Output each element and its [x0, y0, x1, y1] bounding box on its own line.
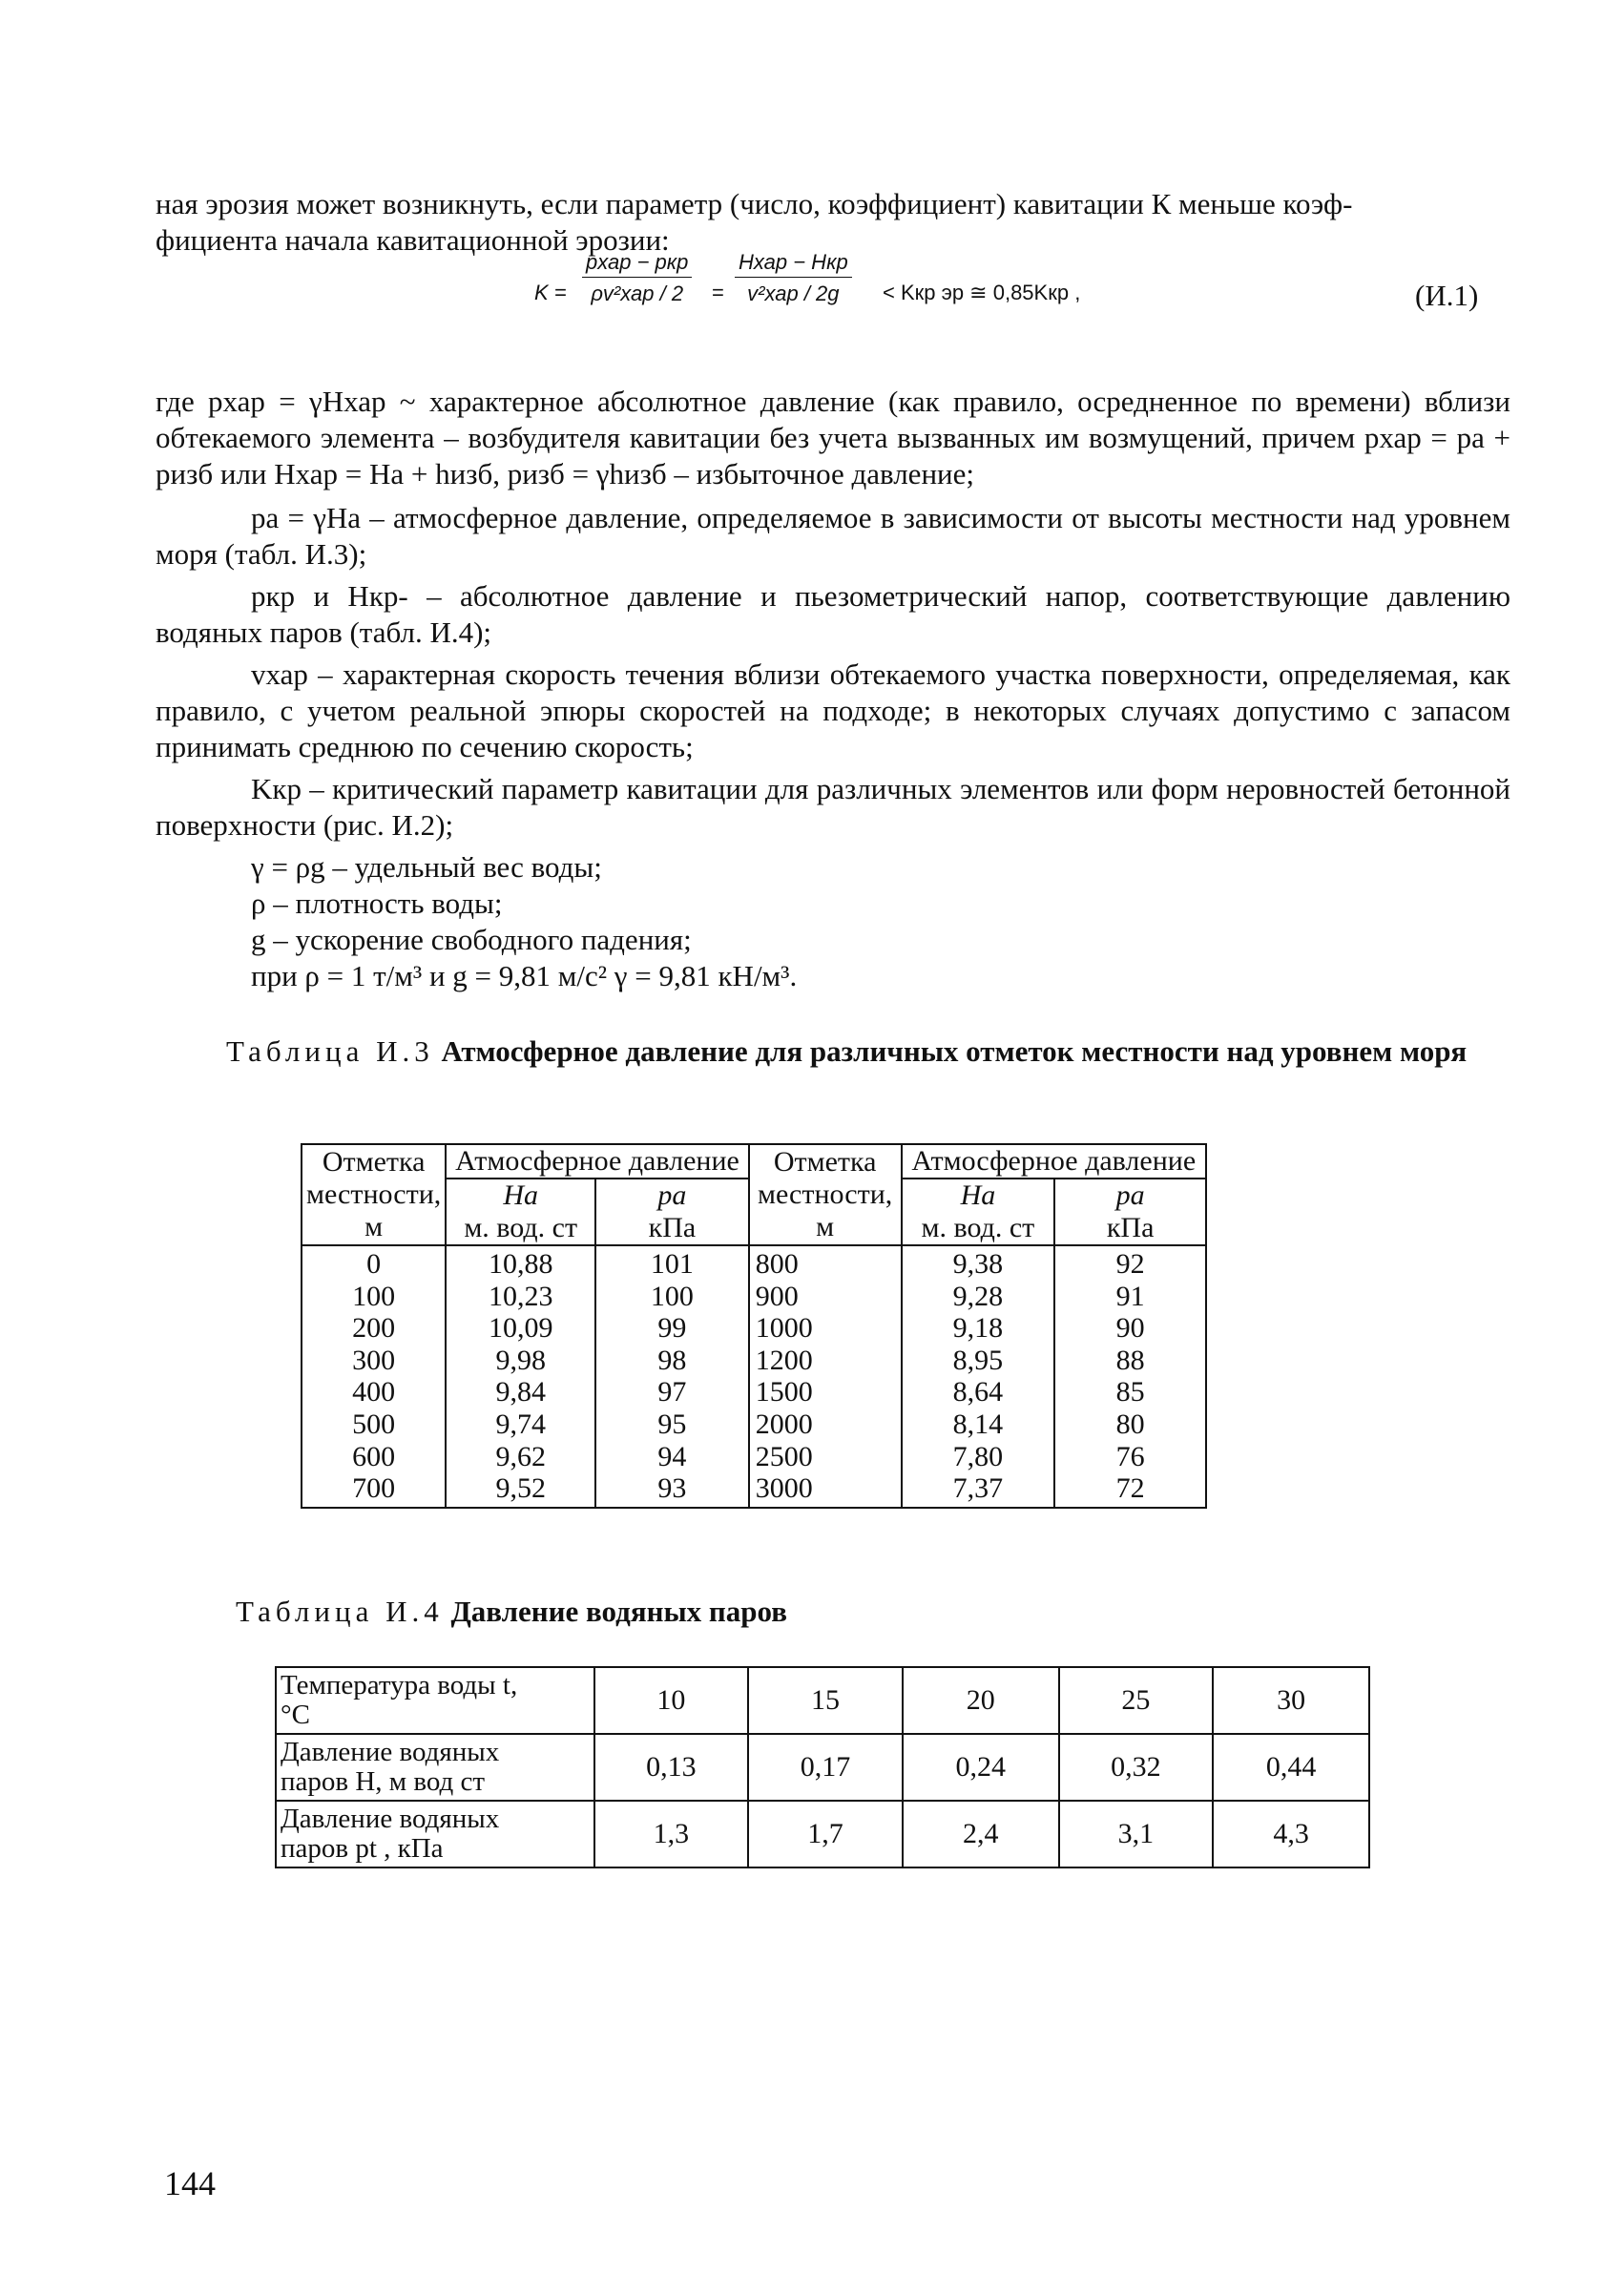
kpa-pressure-unit: паров pt , кПа: [281, 1833, 444, 1864]
fraction-1-numerator: pхар − pкр: [582, 250, 692, 278]
head-cell: 0,32: [1059, 1734, 1214, 1801]
temp-cell: 30: [1213, 1667, 1369, 1734]
table-3-label: Таблица И.3: [226, 1034, 434, 1068]
head-cell: 0,24: [903, 1734, 1059, 1801]
formula-tail: < Kкр эр ≅ 0,85Kкр ,: [883, 281, 1081, 304]
head-pressure-label: Давление водяных: [281, 1737, 500, 1767]
pa-symbol: pа: [1115, 1179, 1145, 1211]
formula-equals: =: [712, 281, 724, 304]
header-atm-left: Атмосферное давление: [446, 1144, 748, 1179]
fraction-2-numerator: Hхар − Hкр: [735, 250, 852, 278]
kpa-cell: 4,3: [1213, 1801, 1369, 1867]
intro-line-1: ная эрозия может возникнуть, если параметр (число, коэффициент) кавитации К меньше коэф-: [156, 187, 1353, 220]
table-3-title: Атмосферное давление для различных отметок местности над уровнем моря: [441, 1034, 1468, 1068]
table-4-title: Давление водяных паров: [450, 1595, 788, 1628]
header-elevation-right: Отметка местности, м: [749, 1144, 902, 1245]
kpa-pressure-label: Давление водяных: [281, 1804, 500, 1834]
formula-lhs: K =: [534, 281, 567, 304]
intro-line-2: фициента начала кавитационной эрозии:: [156, 223, 670, 257]
ha-unit: м. вод. ст: [464, 1212, 578, 1243]
definition-rho: ρ – плотность воды;: [251, 887, 503, 920]
pa-values-right: 92 91 90 88 85 80 76 72: [1054, 1245, 1206, 1508]
formula-i1: [534, 250, 1489, 336]
definition-g: g – ускорение свободного падения;: [251, 923, 692, 956]
temp-cell: 20: [903, 1667, 1059, 1734]
pa-symbol: pа: [657, 1179, 687, 1211]
head-cell: 0,17: [748, 1734, 903, 1801]
kpa-cell: 1,7: [748, 1801, 903, 1867]
ha-unit: м. вод. ст: [921, 1212, 1035, 1243]
temperature-unit: °C: [281, 1700, 310, 1730]
pa-values-left: 101 100 99 98 97 95 94 93: [595, 1245, 749, 1508]
page-number: 144: [164, 2164, 216, 2202]
definition-values: при ρ = 1 т/м³ и g = 9,81 м/с² γ = 9,81 кН/м³.: [251, 959, 798, 992]
kpa-cell: 3,1: [1059, 1801, 1214, 1867]
header-atm-right: Атмосферное давление: [902, 1144, 1206, 1179]
temp-cell: 15: [748, 1667, 903, 1734]
ha-values-right: 9,38 9,28 9,18 8,95 8,64 8,14 7,80 7,37: [902, 1245, 1055, 1508]
row-temperature-header: [276, 1667, 594, 1734]
elevation-values-left: 0 100 200 300 400 500 600 700: [302, 1245, 446, 1508]
definition-k-kr: Kкр – критический параметр кавитации для различных элементов или форм неровностей бетонной поверхности (рис. И.2);: [156, 772, 1510, 842]
table-3-atmospheric-pressure: [301, 1143, 1207, 1509]
ha-symbol: Hа: [960, 1179, 996, 1211]
formula-number: (И.1): [1415, 279, 1479, 312]
table-3-caption: [226, 1033, 1510, 1070]
definition-gamma: γ = ρg – удельный вес воды;: [251, 850, 602, 884]
table-4-label: Таблица И.4: [236, 1595, 444, 1628]
temp-cell: 10: [594, 1667, 749, 1734]
kpa-cell: 1,3: [594, 1801, 749, 1867]
kpa-cell: 2,4: [903, 1801, 1059, 1867]
head-cell: 0,44: [1213, 1734, 1369, 1801]
temp-cell: 25: [1059, 1667, 1214, 1734]
header-pa-left: [595, 1179, 749, 1245]
elevation-values-right: 800 900 1000 1200 1500 2000 2500 3000: [749, 1245, 902, 1508]
fraction-2-denominator: v²хар / 2g: [747, 282, 840, 305]
definition-v-xar: vхар – характерная скорость течения вблизи обтекаемого участка поверхности, определяемая, как правило, с учетом реальной эпюры скоростей на подходе; в некоторых случаях допустимо с запасом принимать среднюю по сечению скорость;: [156, 657, 1510, 763]
ha-values-left: 10,88 10,23 10,09 9,98 9,84 9,74 9,62 9,52: [446, 1245, 595, 1508]
temperature-label: Температура воды t,: [281, 1670, 518, 1700]
head-cell: 0,13: [594, 1734, 749, 1801]
header-elevation-left: Отметка местности, м: [302, 1144, 446, 1245]
definition-p-kr: pкр и Hкр- – абсолютное давление и пьезометрический напор, соответствующие давлению водяных паров (табл. И.4);: [156, 579, 1510, 649]
header-ha-right: [902, 1179, 1055, 1245]
row-head-pressure-header: [276, 1734, 594, 1801]
table-4-caption: [236, 1594, 1520, 1630]
formula-fraction-2: [735, 250, 852, 306]
definition-p-a: pа = γHа – атмосферное давление, определяемое в зависимости от высоты местности над уровнем моря (табл. И.3);: [156, 501, 1510, 571]
head-pressure-unit: паров H, м вод ст: [281, 1766, 486, 1797]
table-4-vapor-pressure: [275, 1666, 1370, 1868]
row-kpa-pressure-header: [276, 1801, 594, 1867]
definition-p-xar: где pхар = γHхар ~ характерное абсолютное давление (как правило, осредненное по времени) вблизи обтекаемого элемента – возбудителя кавитации без учета вызванных им возмущений, причем pхар = pа + pизб или Hхар = Hа + hизб, pизб = γhизб – избыточное давление;: [156, 385, 1510, 490]
fraction-1-denominator: ρv²хар / 2: [591, 282, 684, 305]
ha-symbol: Hа: [503, 1179, 539, 1211]
header-ha-left: [446, 1179, 595, 1245]
formula-fraction-1: [582, 250, 692, 306]
header-pa-right: [1054, 1179, 1206, 1245]
pa-unit: кПа: [1106, 1212, 1155, 1243]
pa-unit: кПа: [648, 1212, 697, 1243]
